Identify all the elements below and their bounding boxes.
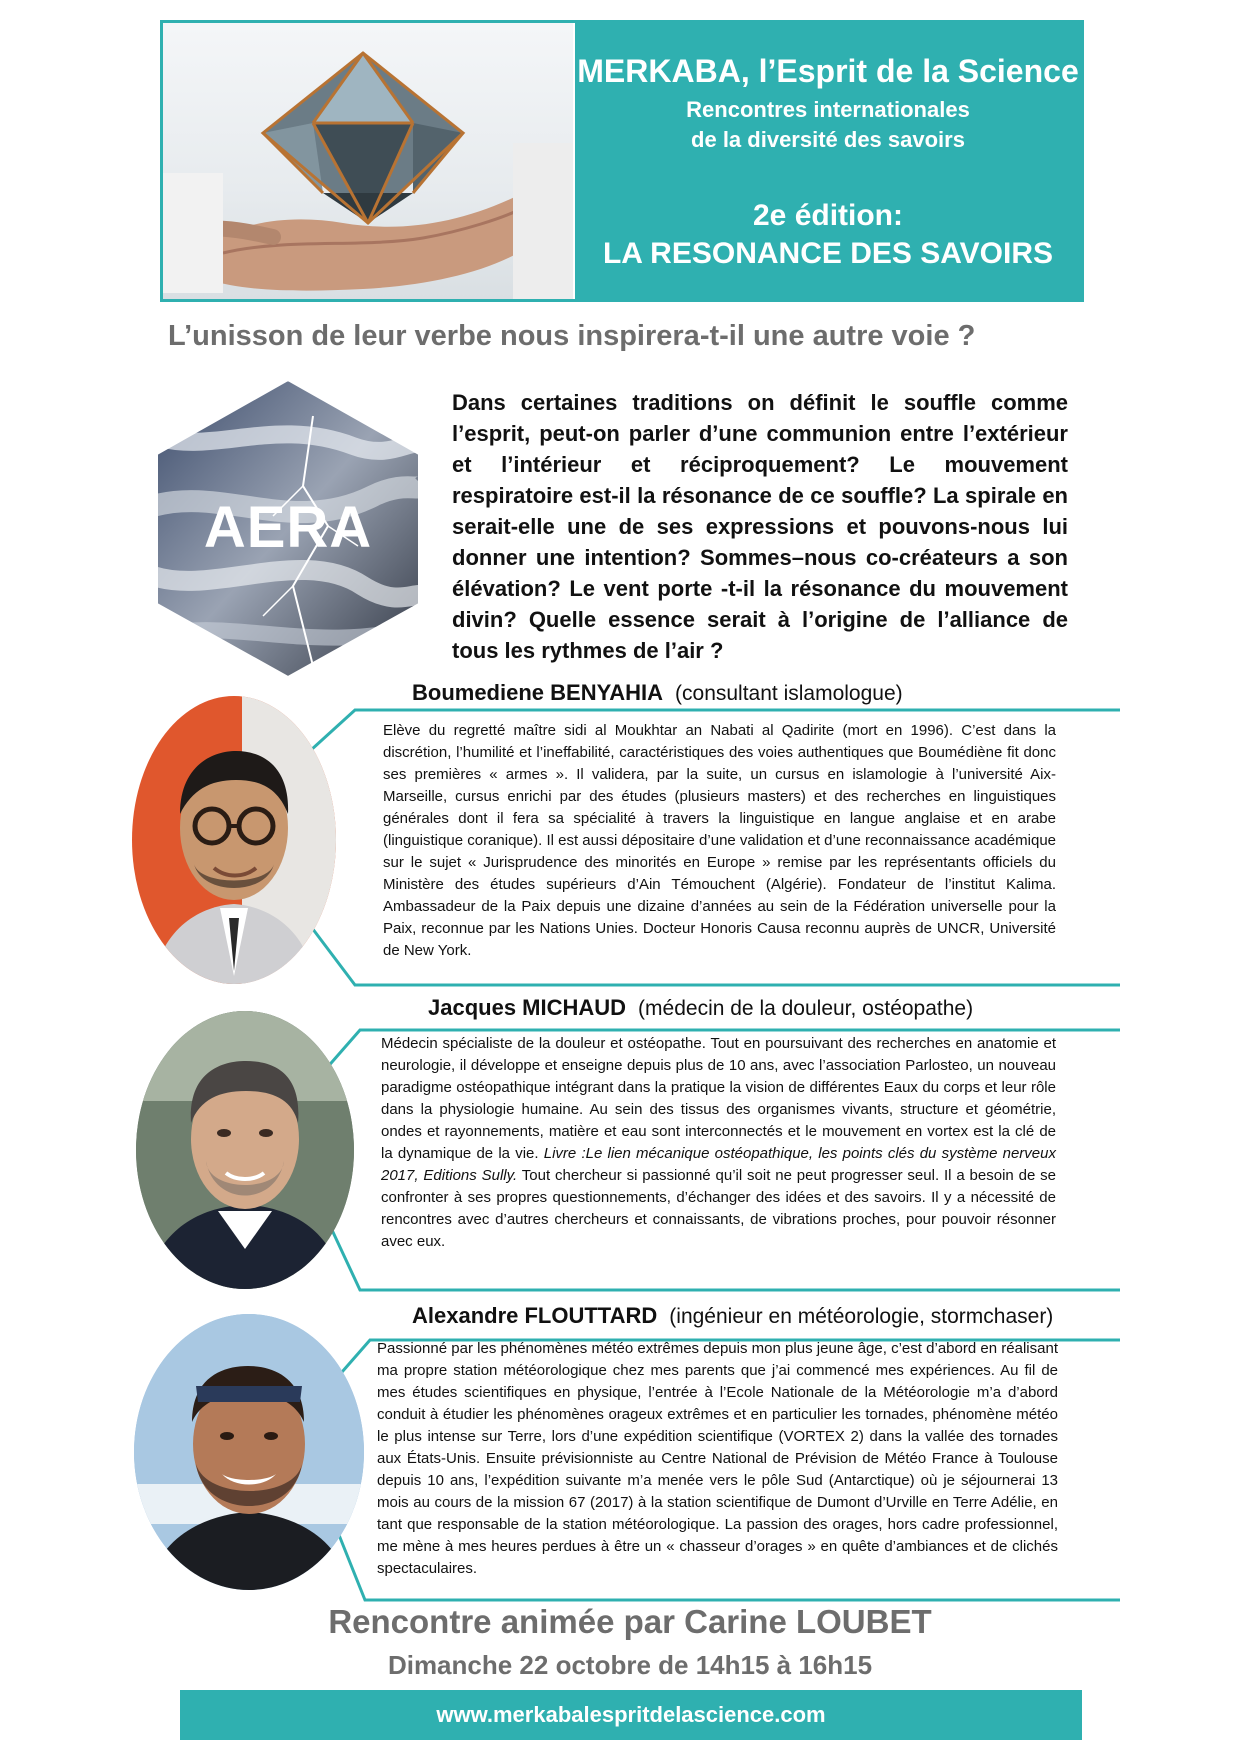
speaker-heading-flouttard — [412, 1303, 1053, 1329]
aera-intro-text: Dans certaines traditions on définit le souffle comme l’esprit, peut-on parler d’une communion entre l’extérieur et l’intérieur et réciproquement? Le mouvement respiratoire est-il la résonance de ce souffle? La spirale en serait-elle une de ses expressions et pouvons-nous lui donner une intention? Sommes–nous co-créateurs a son élévation? Le vent porte -t-il la résonance du mouvement divin? Quelle essence serait à l’origine de l’alliance de tous les rythmes de l’air ? — [452, 390, 1068, 663]
speaker-heading-michaud — [428, 995, 973, 1021]
speaker-photo-flouttard — [134, 1314, 364, 1590]
aera-label: AERA — [203, 495, 373, 560]
speaker-name: Jacques MICHAUD — [428, 995, 627, 1020]
speaker-photo-benyahia — [132, 696, 336, 984]
aera-hexagon — [153, 376, 423, 681]
header-banner — [160, 20, 1084, 302]
website-banner — [180, 1690, 1082, 1740]
speaker-bio-michaud — [381, 1033, 1056, 1253]
speaker-role: (ingénieur en météorologie, stormchaser) — [669, 1305, 1054, 1328]
edition-label: 2e édition: — [752, 199, 903, 232]
tagline: L’unisson de leur verbe nous inspirera-t-il une autre voie ? — [168, 320, 976, 352]
bio-text-part2: Tout chercheur si passionné qu’il soit ne peut progresser seul. Il a besoin de se confronter à ses propres questionnements, d’échanger des idées et des savoirs. Il y a nécessité de rencontres avec d’autres chercheurs et connaissants, de vibrations proches, pour pouvoir résonner avec eux. — [381, 1167, 1056, 1250]
bio-text-part1: Médecin spécialiste de la douleur et ostéopathe. Tout en poursuivant des recherches en anatomie et neurologie, il développe et enseigne depuis plus de 10 ans, avec l’association Parlosteo, un nouveau paradigme ostéopathique intégrant dans la pratique la vision de différentes Eaux du corps et leur rôle dans la physiologie humaine. Au sein des tissus des organismes vivants, structure et géométrie, ondes et rayonnements, matière et eau sont interconnectés et le mouvement en vortex est la clé de la dynamique de la vie. — [381, 1035, 1056, 1162]
event-subtitle-line1: Rencontres internationales — [686, 97, 970, 122]
website-link[interactable]: www.merkabalespritdelascience.com — [436, 1702, 826, 1727]
merkaba-hands-photo — [163, 23, 573, 299]
event-subtitle-line2: de la diversité des savoirs — [691, 127, 965, 152]
event-date: Dimanche 22 octobre de 14h15 à 16h15 — [387, 1650, 873, 1680]
speaker-name: Alexandre FLOUTTARD — [412, 1303, 658, 1328]
speaker-heading-benyahia — [412, 680, 903, 706]
speaker-bio-benyahia: Elève du regretté maître sidi al Moukhtar an Nabati al Qadirite (mort en 1996). C’est dans la discrétion, l’humilité et l’ineffabilité, caractéristiques des voies authentiques que Boumédiène fit donc ses premières « armes ». Il validera, par la suite, un cursus en islamologie à l’université Aix-Marseille, cursus enrichi par des études (plusieurs masters) et des recherches en linguistiques générales dont il fera sa spécialité à travers la linguistique en langue anglaise et en arabe (linguistique coranique). Il est aussi dépositaire d’une validation et d’une reconnaissance académique sur le sujet « Jurisprudence des minorités en Europe » remise par les représentants officiels du Ministère des études supérieurs d’Ain Témouchent (Algérie). Fondateur de l’institut Kalima. Ambassadeur de la Paix depuis une dizaine d’années au sein de la Fédération universelle pour la Paix, reconnue par les Nations Unies. Docteur Honoris Causa reconnu auprès de UNCR, Université de New York. — [383, 722, 1056, 959]
speaker-name: Boumediene BENYAHIA — [412, 680, 664, 705]
edition-theme: LA RESONANCE DES SAVOIRS — [602, 237, 1054, 270]
moderator-line: Rencontre animée par Carine LOUBET — [328, 1603, 932, 1640]
event-title: MERKABA, l’Esprit de la Science — [577, 53, 1079, 89]
speaker-photo-michaud — [136, 1011, 354, 1289]
header-title-panel — [575, 23, 1081, 299]
speaker-role: (consultant islamologue) — [675, 682, 903, 705]
speaker-role: (médecin de la douleur, ostéopathe) — [638, 997, 974, 1020]
bio-book-reference: Livre :Le lien mécanique ostéopathique, les points clés du système nerveux 2017, Editions Sully. — [381, 1145, 1056, 1184]
speaker-bio-flouttard: Passionné par les phénomènes météo extrêmes depuis mon plus jeune âge, c’est d’abord en réalisant ma propre station météorologique chez mes parents que j’ai commencé mes expériences. Au fil de mes études scientifiques en physique, l’entrée à l’Ecole Nationale de la Météorologie m’a d’abord conduit à étudier les phénomènes orageux extrêmes et en particulier les tornades, phénomène météo le plus intense sur Terre, lors d’une expédition scientifique (VORTEX 2) dans la vallée des tornades aux États-Unis. Ensuite prévisionniste au Centre National de Prévision de Météo France à Toulouse depuis 10 ans, l’expédition suivante m’a menée vers le pôle Sud (Antarctique) où je séjournerai 13 mois au cours de la mission 67 (2017) à la station scientifique de Dumont d’Urville en Terre Adélie, en tant que responsable de la station météorologique. La passion des orages, hors cadre professionnel, me mène à mes heures perdues à être un « chasseur d’orages » en quête d’ambiances et de clichés spectaculaires. — [377, 1340, 1058, 1577]
